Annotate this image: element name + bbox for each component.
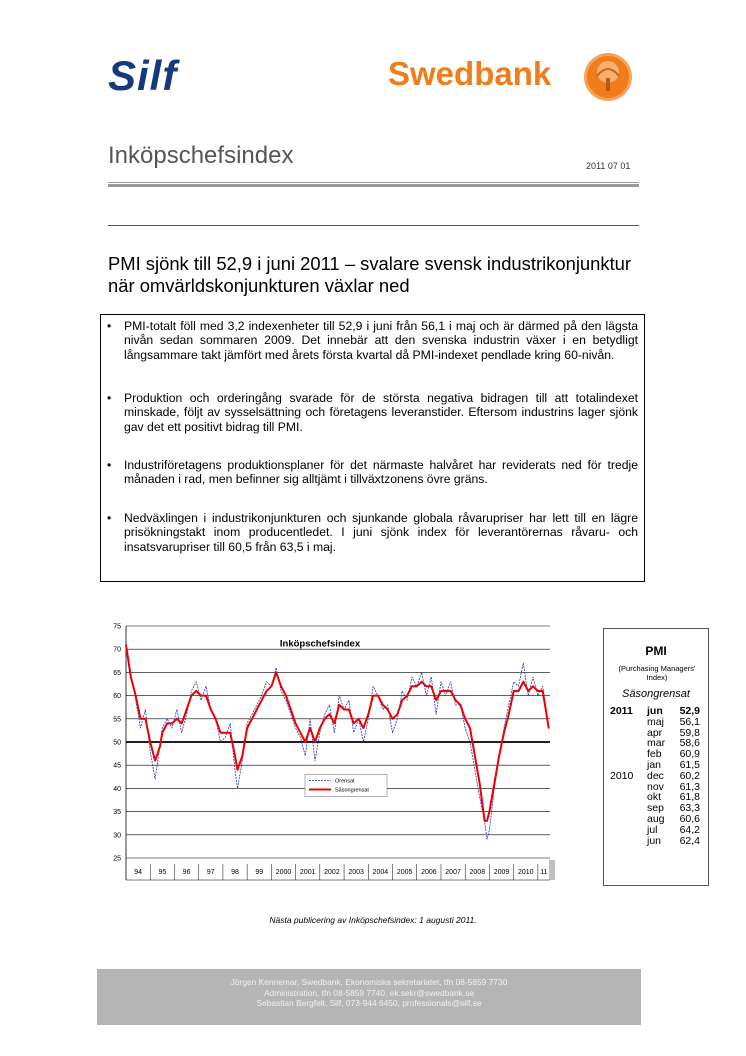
pmi-row-year: 2010 — [610, 769, 634, 782]
footer-line: Sebastian Bergfelt, Silf, 073-944 6450, professionals@silf.se — [256, 998, 482, 1008]
x-tick-label: 2009 — [493, 869, 510, 876]
chart-title: Inköpschefsindex — [279, 638, 361, 650]
footer-line: Jörgen Kennemar, Swedbank, Ekonomiska sekretariatet, tfn 08-5859 7730 — [230, 977, 508, 987]
y-tick-label: 25 — [113, 855, 121, 863]
bullet-icon: • — [107, 458, 112, 472]
y-tick-label: 50 — [113, 739, 121, 747]
pmi-row-value: 64,2 — [679, 823, 700, 836]
pmi-row — [610, 836, 704, 847]
pmi-row-month: sep — [647, 802, 664, 815]
pmi-row-value: 52,9 — [679, 705, 700, 717]
y-tick-label: 75 — [113, 623, 121, 631]
pmi-row-value: 60,6 — [679, 812, 700, 825]
contact-footer — [97, 969, 641, 1025]
pmi-row-month: jun — [647, 834, 662, 847]
pmi-row-month: jan — [647, 758, 662, 771]
x-tick-label: 2007 — [445, 869, 461, 876]
pmi-row-month: maj — [647, 715, 664, 728]
pmi-row-value: 61,3 — [679, 780, 700, 793]
pmi-row — [610, 717, 704, 728]
pmi-row-value: 59,8 — [679, 726, 700, 739]
pmi-row-month: mar — [647, 737, 666, 750]
x-tick-label: 96 — [182, 869, 191, 876]
y-tick-label: 45 — [113, 762, 121, 770]
document-date: 2011 07 01 — [586, 161, 631, 171]
pmi-row-value: 58,6 — [679, 737, 700, 750]
pmi-box-title: PMI — [645, 644, 667, 658]
x-tick-label: 98 — [231, 869, 239, 876]
x-tick-label: 2000 — [275, 869, 292, 876]
pmi-row-month: okt — [647, 791, 662, 804]
bullet-icon: • — [107, 391, 112, 405]
pmi-line-chart — [100, 618, 560, 890]
pmi-values-box — [603, 628, 709, 886]
pmi-row-value: 63,3 — [679, 802, 700, 815]
title-rule-thick — [108, 184, 639, 187]
y-tick-label: 30 — [113, 832, 121, 840]
title-rule — [108, 182, 639, 183]
x-tick-label: 2010 — [517, 869, 534, 876]
pmi-row-value: 56,1 — [679, 715, 700, 728]
swedbank-logo: Swedbank — [388, 55, 552, 92]
x-tick-label: 2004 — [372, 869, 389, 876]
summary-box — [100, 314, 645, 582]
bullet-text: PMI-totalt föll med 3,2 indexenheter till 52,9 i juni från 56,1 i maj och är därmed på den lägsta nivån sedan sommaren 2009. Det innebär att den svenska industrin växer i en betydligt långsammare takt jämfört med årets första kvartal då PMI-indexet pendlade kring 60-nivån. — [124, 319, 638, 362]
swedbank-oak-seal-icon — [583, 52, 633, 102]
section-rule — [108, 225, 639, 226]
y-tick-label: 60 — [113, 693, 121, 701]
bullet-icon: • — [107, 511, 112, 525]
footer-line: Administration, tfn 08-5859 7740, ek.sekr@swedbank.se — [263, 987, 475, 998]
y-tick-label: 35 — [113, 809, 121, 817]
pmi-row-value: 61,8 — [679, 791, 700, 804]
document-title: Inköpschefsindex — [108, 142, 294, 169]
bullet-text: Nedväxlingen i industrikonjunkturen och sjunkande globala råvarupriser har lett till en lägre prisökningstakt inom producentledet. I juni sjönk index för leverantörernas råvaru- och insatsvarupriser till 60,5 från 63,5 i maj. — [124, 511, 638, 554]
pmi-row-value: 62,4 — [679, 834, 700, 847]
pmi-row — [610, 825, 704, 836]
x-tick-label: 97 — [206, 869, 215, 876]
silf-logo: Silf — [108, 52, 178, 99]
pmi-row-month: feb — [647, 748, 662, 761]
x-tick-label: 2003 — [348, 869, 364, 876]
pmi-box-subtitle: (Purchasing Managers' Index) — [618, 664, 696, 682]
pmi-row-month: apr — [647, 726, 663, 739]
x-tick-label: 94 — [134, 869, 143, 876]
pmi-row-value: 60,9 — [679, 748, 700, 761]
pmi-row-month: jun — [647, 705, 663, 717]
bullet-icon: • — [107, 319, 112, 333]
pmi-row-month: dec — [647, 769, 664, 782]
y-tick-label: 55 — [113, 716, 121, 724]
y-tick-label: 65 — [113, 669, 121, 677]
bullet-text: Industriföretagens produktionsplaner för det närmaste halvåret har reviderats ned för tredje månaden i rad, men befinner sig alltjämt i tillväxtzonens övre gräns. — [124, 458, 638, 487]
next-publication-note: Nästa publicering av Inköpschefsindex: 1 augusti 2011. — [269, 915, 477, 925]
x-tick-label: 2005 — [396, 869, 413, 876]
y-tick-label: 70 — [113, 646, 121, 654]
x-tick-label: 99 — [255, 869, 264, 876]
pmi-row-month: aug — [647, 812, 665, 825]
pmi-row-value: 60,2 — [679, 769, 700, 782]
x-tick-label: 11 — [540, 869, 548, 876]
bullet-text: Produktion och orderingång svarade för de största negativa bidragen till att totalindexet minskade, följt av sysselsättning och företagens leveranstider. Eftersom industrins lager sjönk gav det ett positivt bidrag till PMI. — [124, 391, 638, 434]
pmi-row-month: jul — [647, 823, 658, 836]
x-tick-label: 2002 — [324, 869, 340, 876]
pmi-row — [610, 771, 704, 782]
x-tick-label: 2006 — [421, 869, 437, 876]
y-tick-label: 40 — [113, 785, 121, 793]
pmi-row-value: 61,5 — [679, 758, 700, 771]
legend-label: Säsongrensat — [335, 787, 369, 794]
x-tick-label: 2001 — [299, 869, 316, 876]
headline: PMI sjönk till 52,9 i juni 2011 – svalare svensk industrikonjunktur när omvärldskonjunkturen växlar ned — [108, 253, 632, 296]
x-tick-label: 2008 — [469, 869, 486, 876]
pmi-rows — [610, 706, 704, 846]
pmi-row-month: nov — [647, 780, 664, 793]
pmi-row-year: 2011 — [610, 705, 633, 717]
x-tick-label: 95 — [158, 869, 167, 876]
pmi-box-adjusted: Säsongrensat — [622, 688, 690, 700]
legend-label: Orensat — [335, 778, 355, 785]
